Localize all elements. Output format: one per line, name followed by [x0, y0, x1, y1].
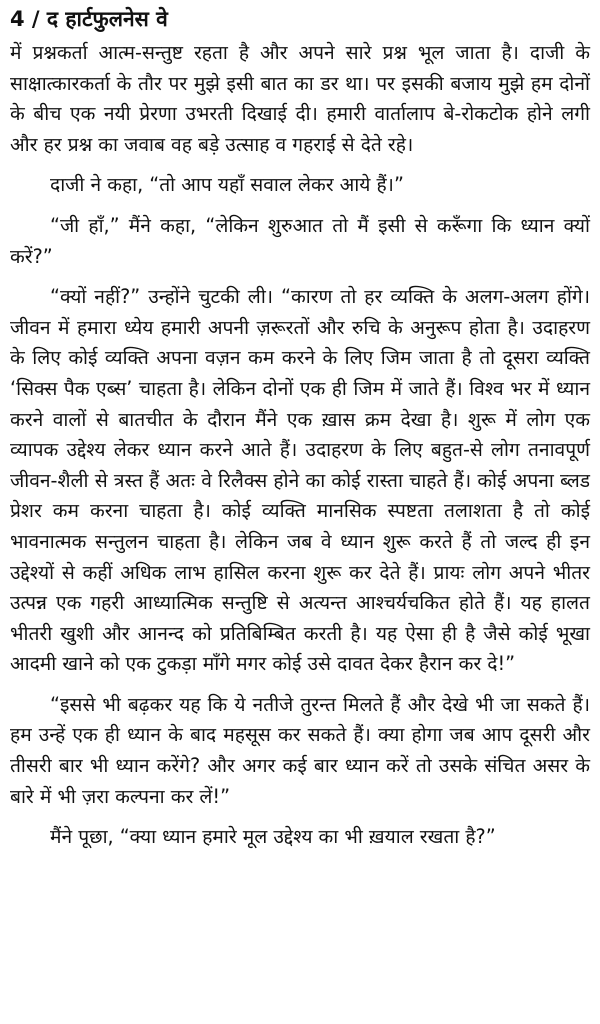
paragraph: “क्यों नहीं?” उन्होंने चुटकी ली। “कारण तो हर व्यक्ति के अलग-अलग होंगे। जीवन में हमारा ध्येय हमारी अपनी ज़रूरतों और रुचि के अनुरूप होता है। उदाहरण के लिए कोई व्यक्ति अपना वज़न कम करने के लिए जिम जाता है तो दूसरा व्यक्ति ‘सिक्स पैक एब्स’ चाहता है। लेकिन दोनों एक ही जिम में जाते हैं। विश्व भर में ध्यान करने वालों से बातचीत के दौरान मैंने एक ख़ास क्रम देखा है। शुरू में लोग एक व्यापक उद्देश्य लेकर ध्यान करने आते हैं। उदाहरण के लिए बहुत-से लोग तनावपूर्ण जीवन-शैली से त्रस्त हैं अतः वे रिलैक्स होने का कोई रास्ता चाहते हैं। कोई अपना ब्लड प्रेशर कम करना चाहता है। कोई व्यक्ति मानसिक स्पष्टता तलाशता है तो कोई भावनात्मक सन्तुलन चाहता है। लेकिन जब वे ध्यान शुरू करते हैं तो जल्द ही इन उद्देश्यों से कहीं अधिक लाभ हासिल करना शुरू कर देते हैं। प्रायः लोग अपने भीतर उत्पन्न एक गहरी आध्यात्मिक सन्तुष्टि से अत्यन्त आश्चर्यचकित होते हैं। यह हालत भीतरी खुशी और आनन्द को प्रतिबिम्बित करती है। यह ऐसा ही है जैसे कोई भूखा आदमी खाने को एक टुकड़ा माँगे मगर कोई उसे दावत देकर हैरान कर दे!” — [10, 285, 590, 676]
running-head: 4 / द हार्टफुलनेस वे — [10, 7, 168, 31]
paragraph: दाजी ने कहा, “तो आप यहाँ सवाल लेकर आये हैं।” — [50, 173, 404, 197]
paragraph-continuation: में प्रश्नकर्ता आत्म-सन्तुष्ट रहता है और अपने सारे प्रश्न भूल जाता है। दाजी के साक्षात्कारकर्ता के तौर पर मुझे इसी बात का डर था। पर इसकी बजाय मुझे हम दोनों के बीच एक नयी प्रेरणा उभरती दिखाई दी। हमारी वार्तालाप बे-रोकटोक होने लगी और हर प्रश्न का जवाब वह बड़े उत्साह व गहराई से देते रहे। — [10, 41, 590, 156]
paragraph: “इससे भी बढ़कर यह कि ये नतीजे तुरन्त मिलते हैं और देखे भी जा सकते हैं। हम उन्हें एक ही ध्यान के बाद महसूस कर सकते हैं। क्या होगा जब आप दूसरी और तीसरी बार भी ध्यान करेंगे? और अगर कई बार ध्यान करें तो उसके संचित असर के बारे में भी ज़रा कल्पना कर लें!” — [10, 692, 590, 808]
paragraph: “जी हाँ,” मैंने कहा, “लेकिन शुरुआत तो मैं इसी से करूँगा कि ध्यान क्यों करें?” — [10, 213, 590, 268]
paragraph: मैंने पूछा, “क्या ध्यान हमारे मूल उद्देश्य का भी ख़याल रखता है?” — [50, 825, 496, 849]
book-page — [10, 4, 590, 1020]
